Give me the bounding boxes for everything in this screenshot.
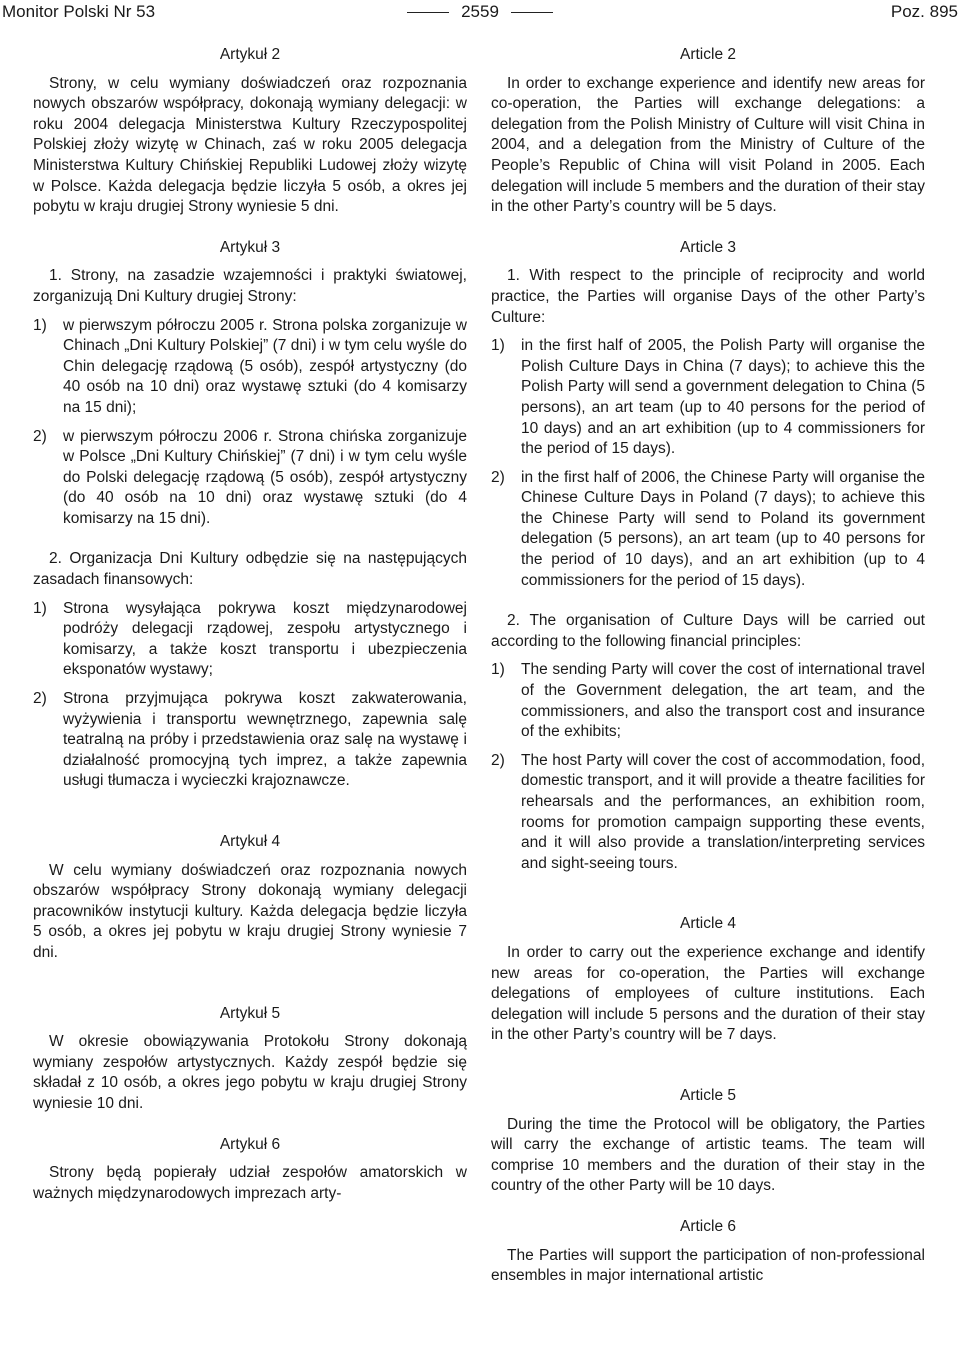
page-header [0, 0, 960, 30]
item-number: 2) [491, 751, 505, 769]
pl-art2-title: Artykuł 2 [219, 46, 281, 63]
position-number: Poz. 895 [890, 2, 958, 21]
pl-art3-title: Artykuł 3 [219, 238, 281, 256]
en-art2-title: Article 2 [680, 46, 736, 63]
pl-art5-title: Artykuł 5 [219, 1004, 281, 1022]
item-number: 2) [33, 427, 47, 445]
en-art3-item2-1 [491, 660, 925, 742]
dash-left [407, 12, 449, 13]
polish-column [33, 45, 467, 1204]
item-number: 1) [33, 316, 47, 334]
item-text: Strona wysyłająca pokrywa koszt międzynarodowej podróży delegacji rządowej, zespołu artystycznego i komisarzy, a także koszt transportu i ubezpieczenia eksponatów wystawy; [63, 599, 467, 679]
en-art6-title: Article 6 [680, 1217, 736, 1235]
item-number: 2) [491, 468, 505, 486]
pl-art3-item2-2 [33, 689, 467, 792]
pl-art3-p2: 2. Organizacja Dni Kultury odbędzie się na następujących zasadach finansowych: [33, 550, 467, 589]
pl-art4-text: W celu wymiany doświadczeń oraz rozpoznania nowych obszarów współpracy Strony dokonają wymiany delegacji pracowników instytucji kultury. Każda delegacja będzie liczyła 5 osób, a okres jej pobytu w kraju drugiej Strony wyniesie 7 dni. [33, 861, 467, 961]
item-number: 1) [33, 599, 47, 617]
en-art3-item1-2 [491, 468, 925, 592]
en-art3-p1: 1. With respect to the principle of reciprocity and world practice, the Parties will organise Days of the other Party’s Culture: [491, 267, 925, 326]
item-text: The host Party will cover the cost of accommodation, food, domestic transport, and it will provide a theatre facilities for rehearsals and the performances, an exhibition room, rooms for promotion campaign supporting these events, and it will also provide a translation/interpreting services and sight-seeing tours. [521, 751, 925, 872]
en-art3-item1-1 [491, 336, 925, 460]
en-art3-item2-2 [491, 751, 925, 875]
en-art5-title: Article 5 [680, 1086, 736, 1104]
page-number [0, 0, 960, 24]
pl-art2-text: Strony, w celu wymiany doświadczeń oraz rozpoznania nowych obszarów współpracy, dokonają wymiany delegacji: w roku 2004 delegacja Ministerstwa Kultury Rzeczypospolitej Polskiej złoży wizytę w Chinach, zaś w roku 2005 delegacja Ministerstwa Kultury Chińskiej Republiki Ludowej złoży wizytę w Polsce. Każda delegacja będzie liczyła 5 osób, a okres jej pobytu w kraju drugiej Strony wyniesie 5 dni. [33, 74, 467, 216]
item-number: 2) [33, 690, 47, 708]
item-text: in the first half of 2006, the Chinese Party will organise the Chinese Culture Days in Poland (7 days); to achieve this the Chinese Party will send to Poland its government delegation (5 persons), an art team (up to 40 persons for the period of 10 days), and an art exhibition (up to 4 commissioners for the period of 15 days). [521, 468, 925, 589]
publication-title: Monitor Polski Nr 53 [2, 2, 156, 21]
pl-art3-item1-1 [33, 316, 467, 419]
item-text: w pierwszym półroczu 2005 r. Strona polska zorganizuje w Chinach „Dni Kultury Polskiej” (7 dni) i w tym celu wyśle do Chin delegację rządową (5 osób), zespół artystyczny (do 40 osób na 10 dni) oraz wystawę sztuki (do 4 komisarzy na 15 dni); [63, 316, 467, 416]
page-number-value: 2559 [461, 2, 499, 21]
item-text: Strona przyjmująca pokrywa koszt zakwaterowania, wyżywienia i transportu wewnętrznego, zapewnia salę teatralną na próby i przedstawienia oraz salę na wystawę i działalność promocyjną tych imprez, a także zapewnia usługi tłumacza i wycieczki krajoznawcze. [63, 690, 467, 790]
en-art6-text: The Parties will support the participation of non-professional ensembles in major international artistic [491, 1246, 925, 1285]
pl-art6-title: Artykuł 6 [219, 1135, 281, 1153]
pl-art5-text: W okresie obowiązywania Protokołu Strony dokonają wymiany zespołów artystycznych. Każdy zespół będzie się składał z 10 osób, a okres jego pobytu w kraju drugiej Strony wyniesie 10 dni. [33, 1033, 467, 1112]
en-art4-text: In order to carry out the experience exchange and identify new areas for co-operation, the Parties will exchange delegations of employees of culture institutions. Each delegation will include 5 persons and the duration of their stay in the other Party’s country will be 7 days. [491, 943, 925, 1044]
item-text: in the first half of 2005, the Polish Party will organise the Polish Culture Days in China (7 days); to achieve this the Polish Party will send a government delegation to China (5 persons), an art team (up to 40 persons for the period of 10 days) and an art exhibition (up to 4 commissioners for the period of 15 days). [521, 337, 925, 458]
item-number: 1) [491, 337, 505, 355]
pl-art3-p1: 1. Strony, na zasadzie wzajemności i praktyki światowej, zorganizują Dni Kultury drugiej Strony: [33, 267, 467, 305]
en-art2-text: In order to exchange experience and identify new areas for co-operation, the Parties will exchange delegations: a delegation from the Polish Ministry of Culture will visit China in 2004, and a delegation from the Ministry of Culture of the People’s Republic of China will visit Poland in 2005. Each delegation will include 5 members and the duration of their stay in the other Party’s country will be 5 days. [491, 74, 925, 216]
pl-art3-item2-1 [33, 599, 467, 681]
item-number: 1) [491, 661, 505, 679]
pl-art3-item1-2 [33, 427, 467, 530]
en-art4-title: Article 4 [680, 915, 736, 933]
en-art3-title: Article 3 [680, 238, 736, 256]
dash-right [511, 12, 553, 13]
en-art5-text: During the time the Protocol will be obligatory, the Parties will carry the exchange of artistic teams. The team will comprise 10 members and the duration of their stay in the country of the other Party will be 10 days. [491, 1115, 925, 1195]
pl-art4-title: Artykuł 4 [219, 833, 281, 850]
item-text: The sending Party will cover the cost of international travel of the Government delegation, the art team, and the commissioners, and also the transport cost and insurance of the exhibits; [521, 661, 925, 741]
pl-art6-text: Strony będą popierały udział zespołów amatorskich w ważnych międzynarodowych imprezach arty- [33, 1164, 467, 1202]
en-art3-p2: 2. The organisation of Culture Days will be carried out according to the following financial principles: [491, 612, 925, 650]
english-column [491, 45, 925, 1287]
item-text: w pierwszym półroczu 2006 r. Strona chińska zorganizuje w Polsce „Dni Kultury Chińskiej” (7 dni) i w tym celu wyśle do Polski delegację rządową (5 osób), zespół artystyczny (do 40 osób na 10 dni) oraz wystawę sztuki (do 4 komisarzy na 15 dni). [63, 427, 467, 527]
